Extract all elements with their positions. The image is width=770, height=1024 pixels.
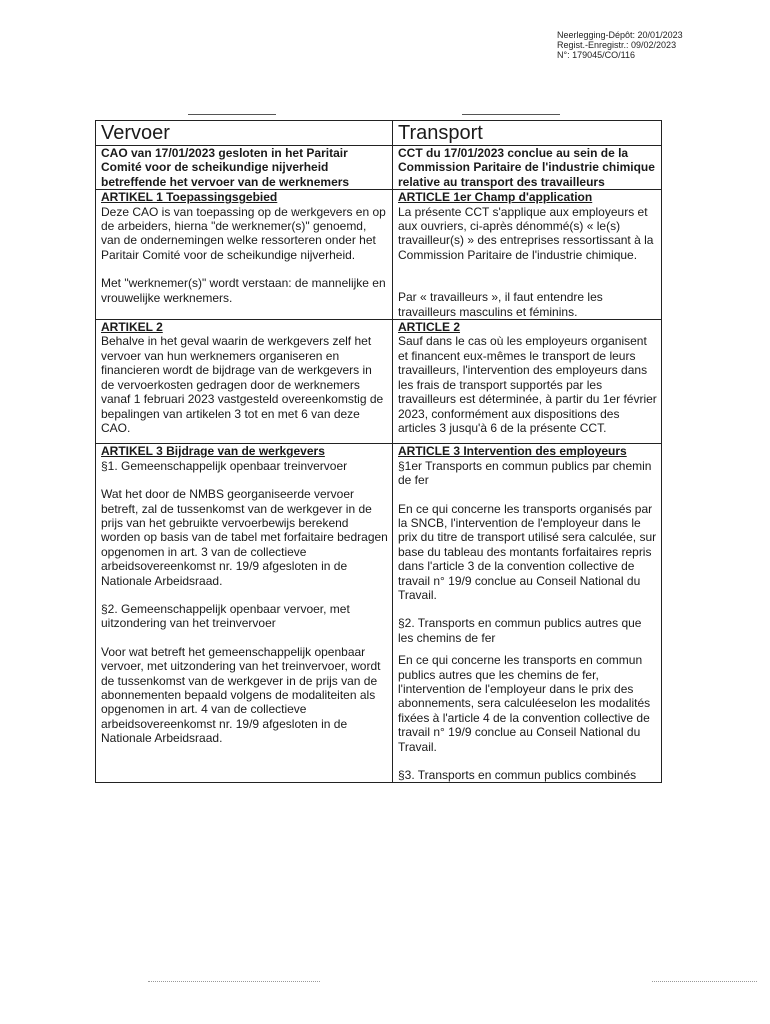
fr-article2-title: ARTICLE 2 xyxy=(398,320,461,335)
fr-article3-s3: §3. Transports en commun publics combinés xyxy=(398,768,637,783)
fr-article1-title: ARTICLE 1er Champ d'application xyxy=(398,190,593,205)
fr-article3-s1-text: En ce qui concerne les transports organisés par la SNCB, l'intervention de l'employeur dans le prix du titre de transport utilisé sera calculée, sur base du tableau des montants forfaitaires repris dans l'article 3 de la convention collective de travail n° 19/9 conclue au Conseil National du Travail. xyxy=(398,501,657,602)
nl-article1-p2: Met "werknemer(s)" wordt verstaan: de mannelijke en vrouwelijke werknemers. xyxy=(101,276,386,305)
nl-article3-s1-text: Wat het door de NMBS georganiseerde vervoer betreft, zal de tussenkomst van de werkgever in de prijs van het gebruikte vervoerbewijs berekend worden op basis van de tabel met forfaitaire bedragen opgenomen in art. 3 van de collectieve arbeidsovereenkomst nr. 19/9 afgesloten in de Nationale Arbeidsraad. xyxy=(101,487,388,588)
nl-article2 xyxy=(96,320,393,444)
fr-article1-p1: La présente CCT s'applique aux employeurs et aux ouvriers, ci-après dénommé(s) « le(s) travailleur(s) » des entreprises ressortissant à la Commission Paritaire de l'industrie chimique. xyxy=(398,204,654,262)
stamp-number: N°: 179045/CO/116 xyxy=(557,50,635,60)
nl-article3-s1: §1. Gemeenschappelijk openbaar treinvervoer xyxy=(101,458,348,473)
fr-article2 xyxy=(393,320,662,444)
fr-article3-s2-text: En ce qui concerne les transports en commun publics autres que les chemins de fer, l'intervention de l'employeur dans le prix des abonnements, sera calculéeselon les modalités fixées à l'article 4 de la convention collective de travail n° 19/9 conclue au Conseil National du Travail. xyxy=(398,653,651,754)
nl-title: Vervoer xyxy=(96,121,393,146)
nl-article3-s2-text: Voor wat betreft het gemeenschappelijk openbaar vervoer, met uitzondering van het treinvervoer, wordt de tussenkomst van de werkgever in de prijs van de abonnementen bepaald volgens de modaliteiten als opgenomen in art. 4 van de collectieve arbeidsovereenkomst nr. 19/9 afgesloten in de Nationale Arbeidsraad. xyxy=(101,644,381,746)
nl-article2-title: ARTIKEL 2 xyxy=(101,320,163,335)
article3-row xyxy=(96,444,662,783)
nl-article1 xyxy=(96,190,393,320)
top-rule-right xyxy=(462,114,560,115)
nl-article3 xyxy=(96,444,393,783)
subtitle-row xyxy=(96,146,662,190)
nl-article1-p1: Deze CAO is van toepassing op de werkgevers en op de arbeiders, hierna "de werknemer(s)" genoemd, van de ondernemingen welke ressorteren onder het Paritair Comité voor de scheikundige nijverheid. xyxy=(101,204,386,262)
title-row xyxy=(96,121,662,146)
fr-article2-text: Sauf dans le cas où les employeurs organisent et financent eux-mêmes le transport de leurs travailleurs, l'intervention des employeurs dans les frais de transport supportés par les travailleurs est déterminée, à partir du 1er février 2023, conformément aux dispositions des articles 3 jusqu'à 6 de la présente CCT. xyxy=(398,334,657,435)
bottom-dots-right xyxy=(652,981,757,983)
fr-article1-p2: Par « travailleurs », il faut entendre les travailleurs masculins et féminins. xyxy=(398,290,603,319)
top-rule-left xyxy=(188,114,276,115)
bilingual-table xyxy=(95,120,662,783)
fr-article3-title: ARTICLE 3 Intervention des employeurs xyxy=(398,444,627,459)
article2-row xyxy=(96,320,662,444)
article1-row xyxy=(96,190,662,320)
fr-title: Transport xyxy=(393,121,662,146)
nl-article2-text: Behalve in het geval waarin de werkgevers zelf het vervoer van hun werknemers organiseren en financieren wordt de bijdrage van de werkgevers in de vervoerkosten gedragen door de werknemers vanaf 1 februari 2023 vastgesteld overeenkomstig de bepalingen van artikelen 3 tot en met 6 van deze CAO. xyxy=(101,334,384,435)
fr-article3-s1: §1er Transports en commun publics par chemin de fer xyxy=(398,458,652,488)
fr-article3 xyxy=(393,444,662,783)
nl-article3-title: ARTIKEL 3 Bijdrage van de werkgevers xyxy=(101,444,325,459)
stamp-deposit-date: Neerlegging-Dépôt: 20/01/2023 xyxy=(557,30,683,40)
fr-article1 xyxy=(393,190,662,320)
fr-subtitle: CCT du 17/01/2023 conclue au sein de la Commission Paritaire de l'industrie chimique relative au transport des travailleurs xyxy=(393,146,662,190)
stamp-registration-date: Regist.-Enregistr.: 09/02/2023 xyxy=(557,40,677,50)
fr-article3-s2: §2. Transports en commun publics autres que les chemins de fer xyxy=(398,616,642,645)
nl-article3-s2: §2. Gemeenschappelijk openbaar vervoer, met uitzondering van het treinvervoer xyxy=(101,601,350,631)
nl-subtitle: CAO van 17/01/2023 gesloten in het Paritair Comité voor de scheikundige nijverheid betreffende het vervoer van de werknemers xyxy=(96,146,393,190)
registration-stamp xyxy=(557,30,683,60)
bottom-dots-left xyxy=(148,981,320,983)
nl-article1-title: ARTIKEL 1 Toepassingsgebied xyxy=(101,190,278,205)
